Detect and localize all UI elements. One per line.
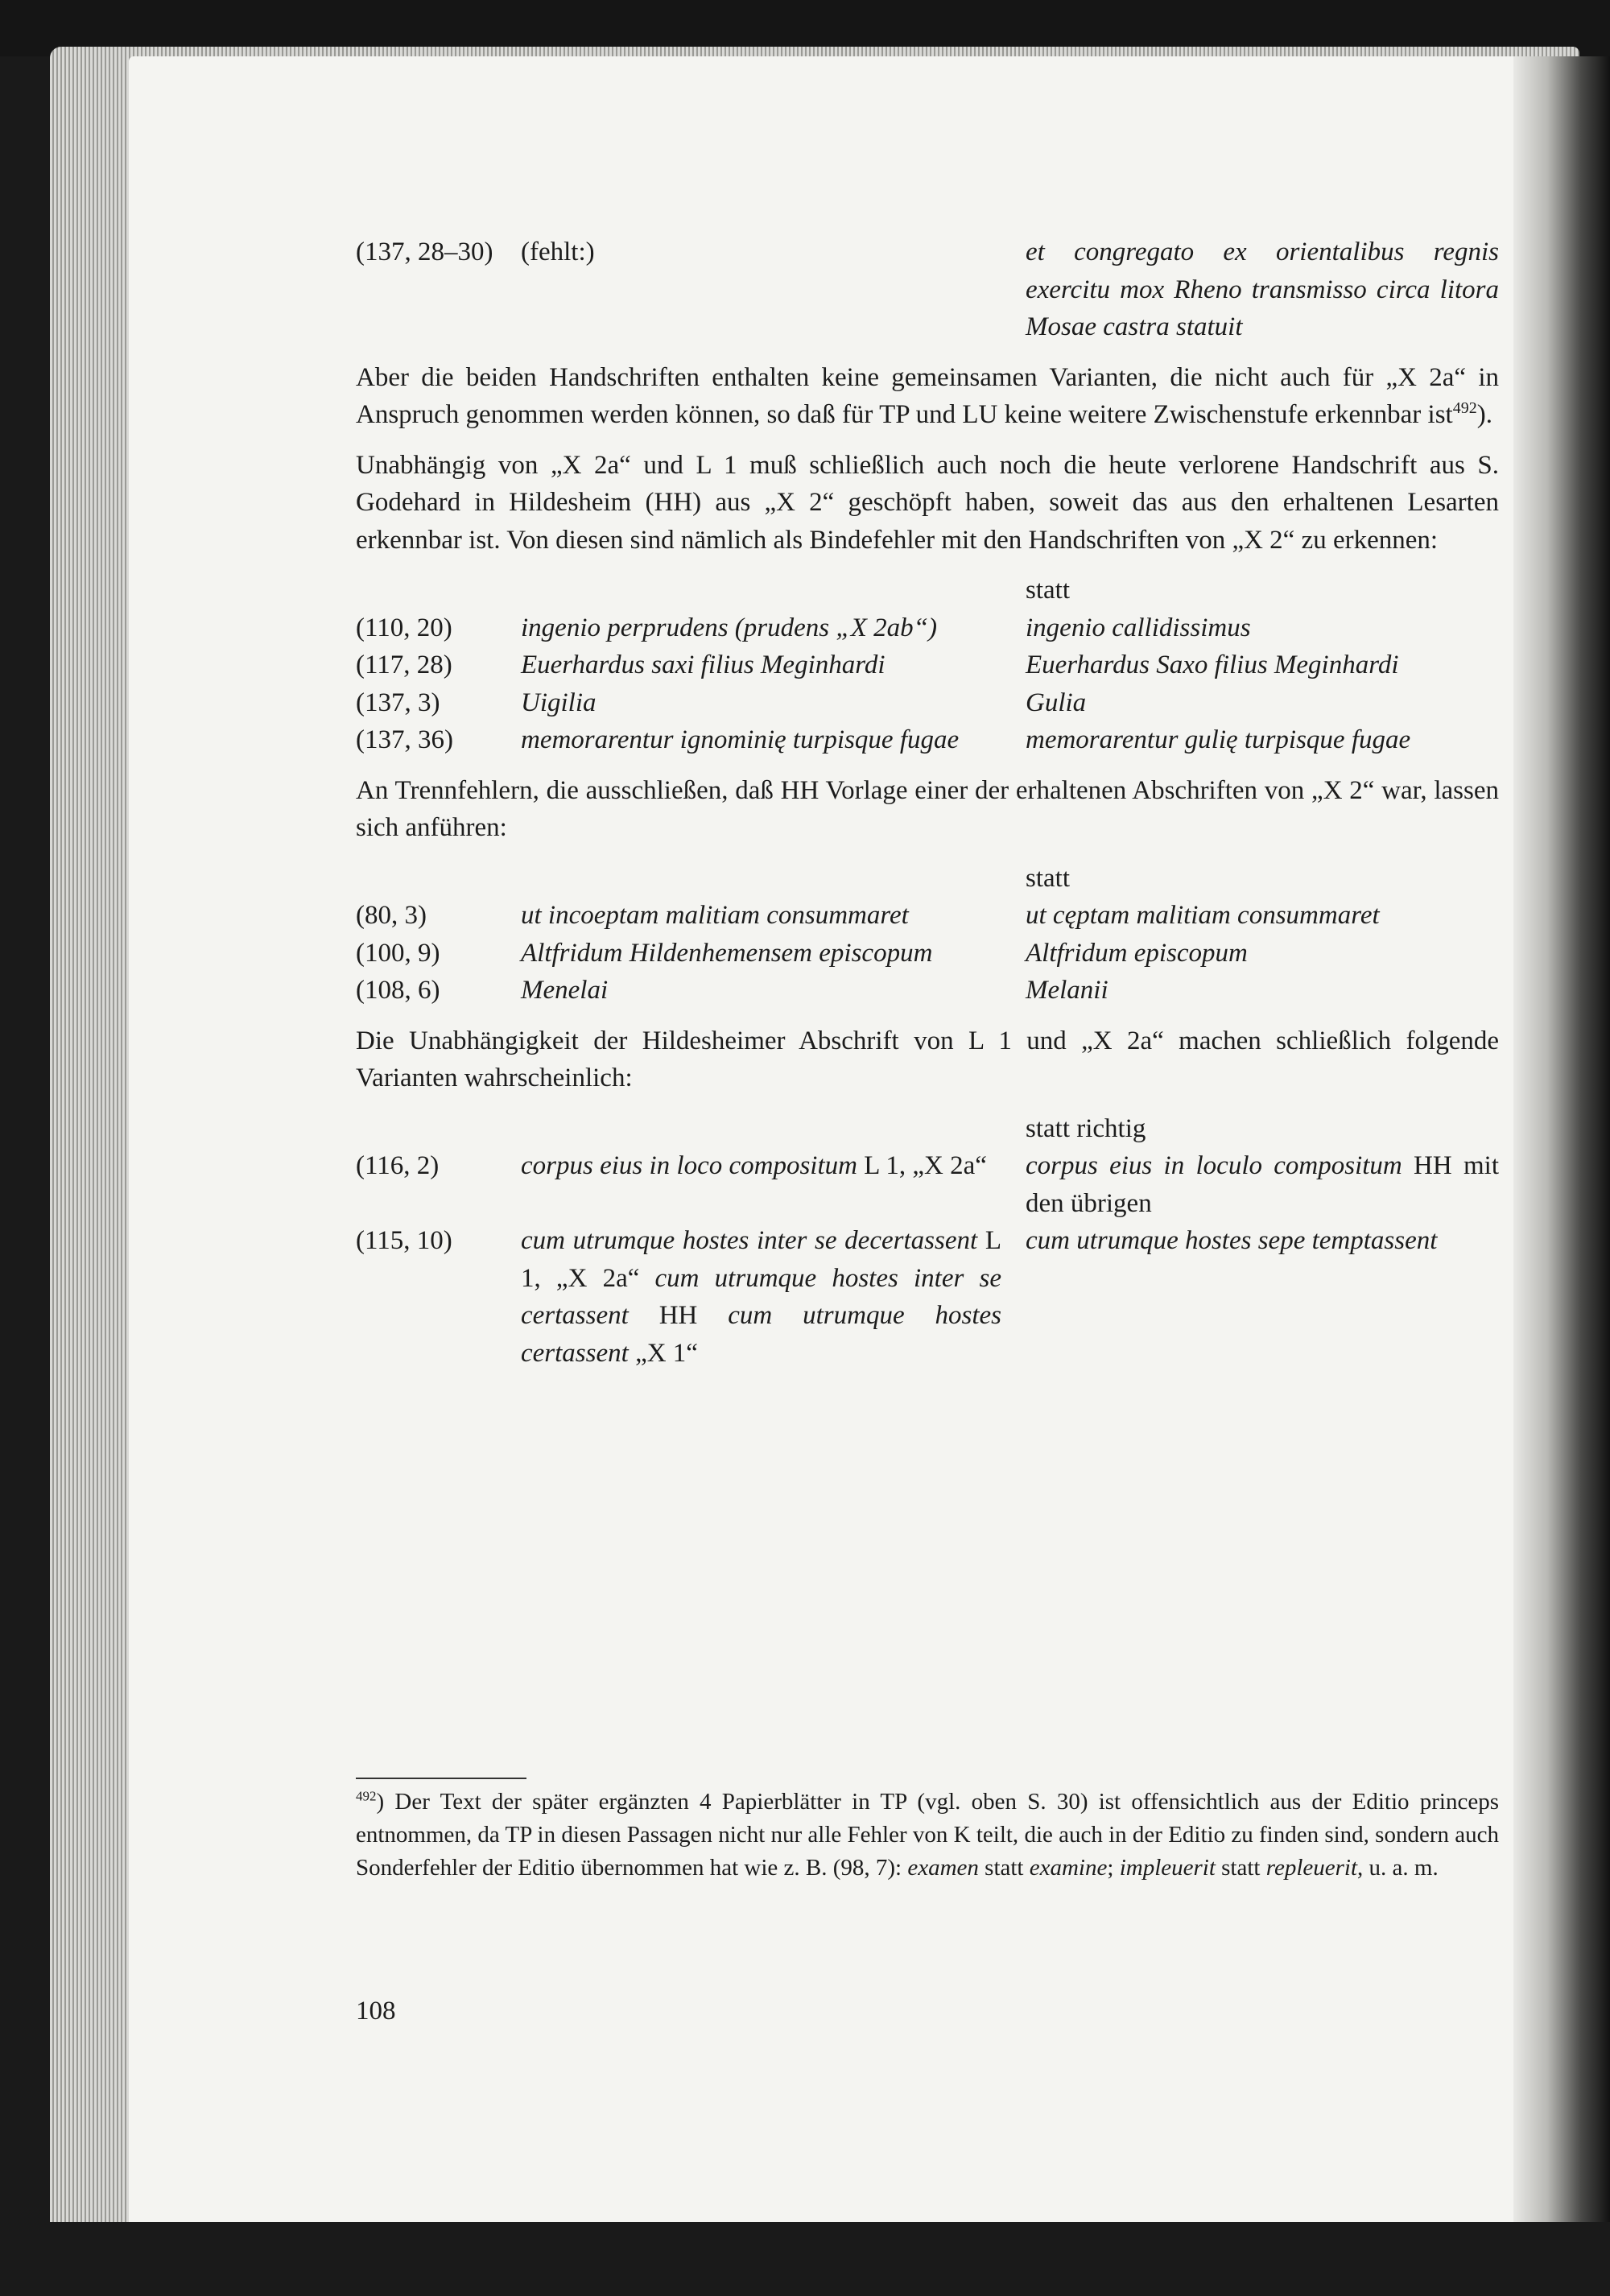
table-header bbox=[356, 860, 1499, 898]
page-body bbox=[356, 233, 1499, 1385]
independence-variants-table bbox=[356, 1110, 1499, 1373]
missing-note: (fehlt:) bbox=[521, 237, 595, 266]
table-row: (80, 3) ut incoeptam malitiam consummaret ut cęptam malitiam consummaret bbox=[356, 901, 1380, 930]
paragraph-independence: Die Unabhängigkeit der Hildesheimer Abschrift von L 1 und „X 2a“ machen schließlich folgende Varianten wahrscheinlich: bbox=[356, 1026, 1499, 1092]
page-number: 108 bbox=[356, 1997, 396, 2026]
paragraph-separating-errors: An Trennfehlern, die ausschließen, daß HH Vorlage einer der erhaltenen Abschriften von „X 2“ war, lassen sich anführen: bbox=[356, 775, 1499, 842]
column-header-statt: statt bbox=[1026, 576, 1070, 605]
table-row: (116, 2) corpus eius in loco compositum L 1, „X 2a“ corpus eius in loculo compositum HH mit den übrigen bbox=[356, 1151, 1499, 1218]
scan-background-bottom bbox=[0, 2222, 1610, 2296]
table-row: (110, 20) ingenio perprudens (prudens „X 2ab“) ingenio callidissimus bbox=[356, 613, 1251, 642]
table-row: (117, 28) Euerhardus saxi filius Meginhardi Euerhardus Saxo filius Meginhardi bbox=[356, 650, 1399, 679]
table-row: (108, 6) Menelai Melanii bbox=[356, 976, 1108, 1005]
table-header bbox=[356, 1110, 1499, 1148]
column-header-statt: statt bbox=[1026, 863, 1070, 893]
missing-passage-row bbox=[356, 233, 1499, 346]
table-header bbox=[356, 572, 1499, 609]
table-row: (115, 10) cum utrumque hostes inter se decertassent L 1, „X 2a“ cum utrumque hostes inter se certassent HH cum utrumque hostes certassent „X 1“ cum utrumque hostes sepe temptassent bbox=[356, 1226, 1438, 1368]
footnote-492: $^{492}$) Der Text der später ergänzten 4 Papierblätter in TP (vgl. oben S. 30) ist offensichtlich aus der Editio princeps entnommen, da TP in diesen Passagen nicht nur alle Fehler von K teilt, die auch in der Editio zu finden sind, sondern auch Sonderfehler der Editio übernommen hat wie z. B. (98, 7): examen statt examine; impleuerit statt repleuerit, u. a. m. bbox=[356, 1788, 1499, 1881]
table-row: (137, 3) Uigilia Gulia bbox=[356, 688, 1087, 717]
footnote-divider bbox=[356, 1778, 526, 1779]
separating-errors-table bbox=[356, 860, 1499, 1010]
table-row: (137, 36) memorarentur ignominię turpisque fugae memorarentur gulię turpisque fugae bbox=[356, 725, 1411, 754]
reference: (137, 28–30) bbox=[356, 237, 493, 266]
book-gutter-shadow bbox=[1513, 56, 1610, 2246]
footnote-number: 492 bbox=[356, 1788, 377, 1804]
footnote-marker: 492 bbox=[1452, 399, 1477, 417]
latin-passage: et congregato ex orientalibus regnis exercitu mox Rheno transmisso circa litora Mosae castra statuit bbox=[1026, 237, 1499, 341]
paragraph-hildesheim: Unabhängig von „X 2a“ und L 1 muß schließlich auch noch die heute verlorene Handschrift aus S. Godehard in Hildesheim (HH) aus „X 2“ geschöpft haben, soweit das aus den erhaltenen Lesarten erkennbar ist. Von diesen sind nämlich als Bindefehler mit den Handschriften von „X 2“ zu erkennen: bbox=[356, 450, 1499, 555]
paragraph-variants: Aber die beiden Handschriften enthalten keine gemeinsamen Varianten, die nicht auch für „X 2a“ in Anspruch genommen werden können, so daß für TP und LU keine weitere Zwischenstufe erkennbar ist$^{492}$). bbox=[356, 362, 1499, 429]
column-header-statt-richtig: statt richtig bbox=[1026, 1113, 1146, 1143]
table-row: (100, 9) Altfridum Hildenhemensem episcopum Altfridum episcopum bbox=[356, 938, 1248, 968]
binding-errors-table bbox=[356, 572, 1499, 759]
